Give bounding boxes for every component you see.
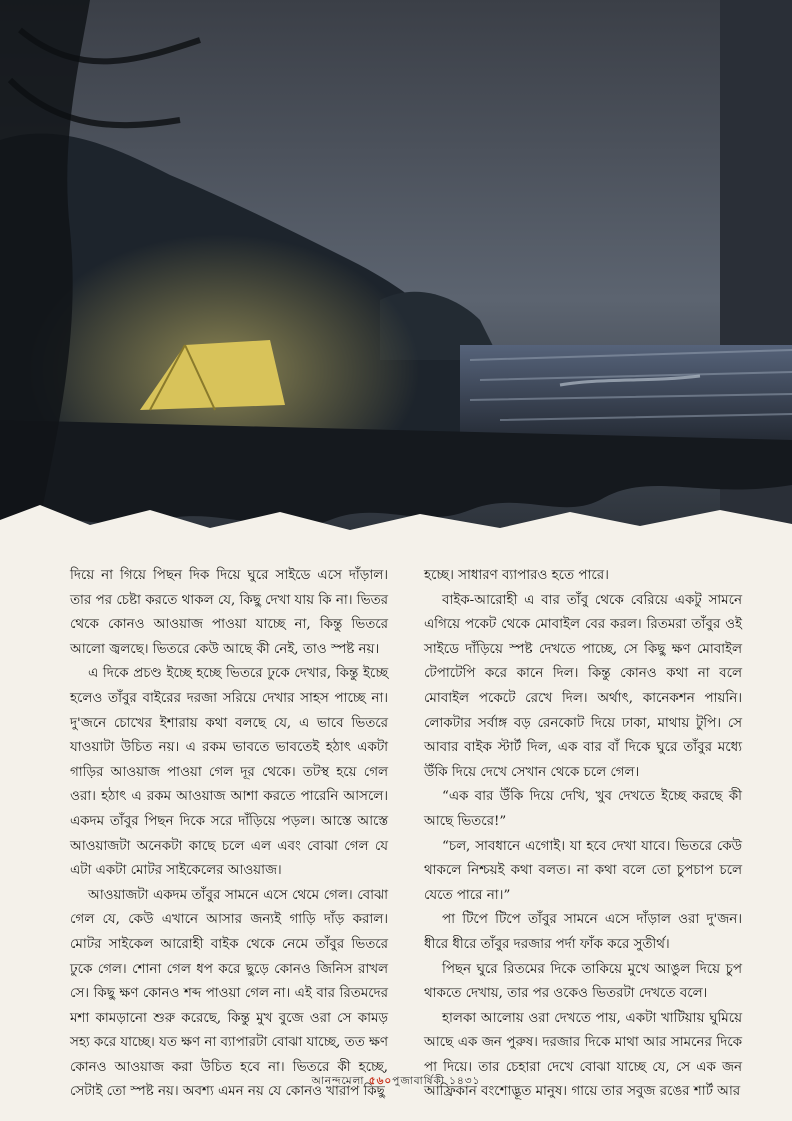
magazine-name: আনন্দমেলা bbox=[311, 1075, 365, 1087]
paragraph: পিছন ঘুরে রিতমের দিকে তাকিয়ে মুখে আঙুল দিয়ে চুপ থাকতে দেখায়, তার পর ওকেও ভিতরটা দেখতে বলে। bbox=[424, 961, 742, 1002]
paragraph: হালকা আলোয় ওরা দেখতে পায়, একটা খাটিয়ায় ঘুমিয়ে আছে এক জন পুরুষ। দরজার দিকে মাথা আর সামনের দিকে পা দিয়ে। তার চেহারা দেখে বোঝা যাচ্ছে যে, সে এক জন আফ্রিকান বংশোদ্ভূত মানুষ। গায়ে তার সবুজ রঙের শার্ট আর bbox=[424, 1010, 742, 1100]
edition-label: পুজাবার্ষিকী ১৪৩১ bbox=[392, 1075, 481, 1087]
page-number: ৫৬০ bbox=[368, 1075, 393, 1087]
page-footer bbox=[0, 1074, 792, 1091]
paragraph: “চল, সাবধানে এগোই। যা হবে দেখা যাবে। ভিতরে কেউ থাকলে নিশ্চয়ই কথা বলত। না কথা বলে তো চুপচাপ চলে যেতে পারে না।” bbox=[424, 838, 742, 903]
paragraph: এ দিকে প্রচণ্ড ইচ্ছে হচ্ছে ভিতরে ঢুকে দেখার, কিন্তু ইচ্ছে হলেও তাঁবুর বাইরের দরজা সরিয়ে দেখার সাহস পাচ্ছে না। দু'জনে চোখের ইশারায় কথা বলছে যে, এ ভাবে ভিতরে যাওয়াটা উচিত নয়। এ রকম ভাবতে ভাবতেই হঠাৎ একটা গাড়ির আওয়াজ পাওয়া গেল দূর থেকে। তটস্থ হয়ে গেল ওরা। হঠাৎ এ রকম আওয়াজ আশা করতে পারেনি আসলে। একদম তাঁবুর পিছন দিকে সরে দাঁড়িয়ে পড়ল। আস্তে আস্তে আওয়াজটা অনেকটা কাছে চলে এল এবং বোঝা গেল যে এটা একটা মোটর সাইকেলের আওয়াজ। bbox=[70, 666, 388, 879]
story-illustration bbox=[0, 0, 792, 545]
paragraph: “এক বার উঁকি দিয়ে দেখি, খুব দেখতে ইচ্ছে করছে কী আছে ভিতরে!” bbox=[424, 789, 742, 829]
paragraph: হচ্ছে। সাধারণ ব্যাপারও হতে পারে। bbox=[424, 568, 609, 583]
paragraph: বাইক-আরোহী এ বার তাঁবু থেকে বেরিয়ে একটু সামনে এগিয়ে পকেট থেকে মোবাইল বের করল। রিতমরা তাঁবুর ওই সাইডে দাঁড়িয়ে স্পষ্ট দেখতে পাচ্ছে, সে কিছু ক্ষণ মোবাইল টেপাটেপি করে কানে দিল। কিন্তু কোনও কথা না বলে মোবাইল পকেটে রেখে দিল। অর্থাৎ, কানেকশন পায়নি। লোকটার সর্বাঙ্গ বড় রেনকোট দিয়ে ঢাকা, মাথায় টুপি। সে আবার বাইক স্টার্ট দিল, এক বার বাঁ দিকে ঘুরে তাঁবুর মধ্যে উঁকি দিয়ে দেখে সেখান থেকে চলে গেল। bbox=[424, 592, 742, 780]
paragraph: পা টিপে টিপে তাঁবুর সামনে এসে দাঁড়াল ওরা দু'জন। ধীরে ধীরে তাঁবুর দরজার পর্দা ফাঁক করে সুতীর্থ। bbox=[424, 912, 742, 952]
paragraph: দিয়ে না গিয়ে পিছন দিক দিয়ে ঘুরে সাইডে এসে দাঁড়াল। তার পর চেষ্টা করতে থাকল যে, কিছু দেখা যায় কি না। ভিতর থেকে কোনও আওয়াজ পাওয়া যাচ্ছে না, কিন্তু ভিতরে আলো জ্বলছে। ভিতরে কেউ আছে কী নেই, তাও স্পষ্ট নয়। bbox=[70, 568, 388, 657]
night-seashore-tent-illustration bbox=[0, 0, 792, 545]
paragraph: আওয়াজটা একদম তাঁবুর সামনে এসে থেমে গেল। বোঝা গেল যে, কেউ এখানে আসার জন্যই গাড়ি দাঁড় করাল। মোটর সাইকেল আরোহী বাইক থেকে নেমে তাঁবুর ভিতরে ঢুকে গেল। শোনা গেল ধপ করে ছুড়ে কোনও জিনিস রাখল সে। কিছু ক্ষণ কোনও শব্দ পাওয়া গেল না। এই বার রিতমদের মশা কামড়ানো শুরু করেছে, কিন্তু মুখ বুজে ওরা সে কামড় সহ্য করে যাচ্ছে। যত ক্ষণ না ব্যাপারটা বোঝা যাচ্ছে, তত ক্ষণ কোনও আওয়াজ করা উচিত হবে না। ভিতরে কী হচ্ছে, সেটাই তো স্পষ্ট নয়। অবশ্য এমন নয় যে কোনও খারাপ কিছু bbox=[70, 887, 388, 1100]
